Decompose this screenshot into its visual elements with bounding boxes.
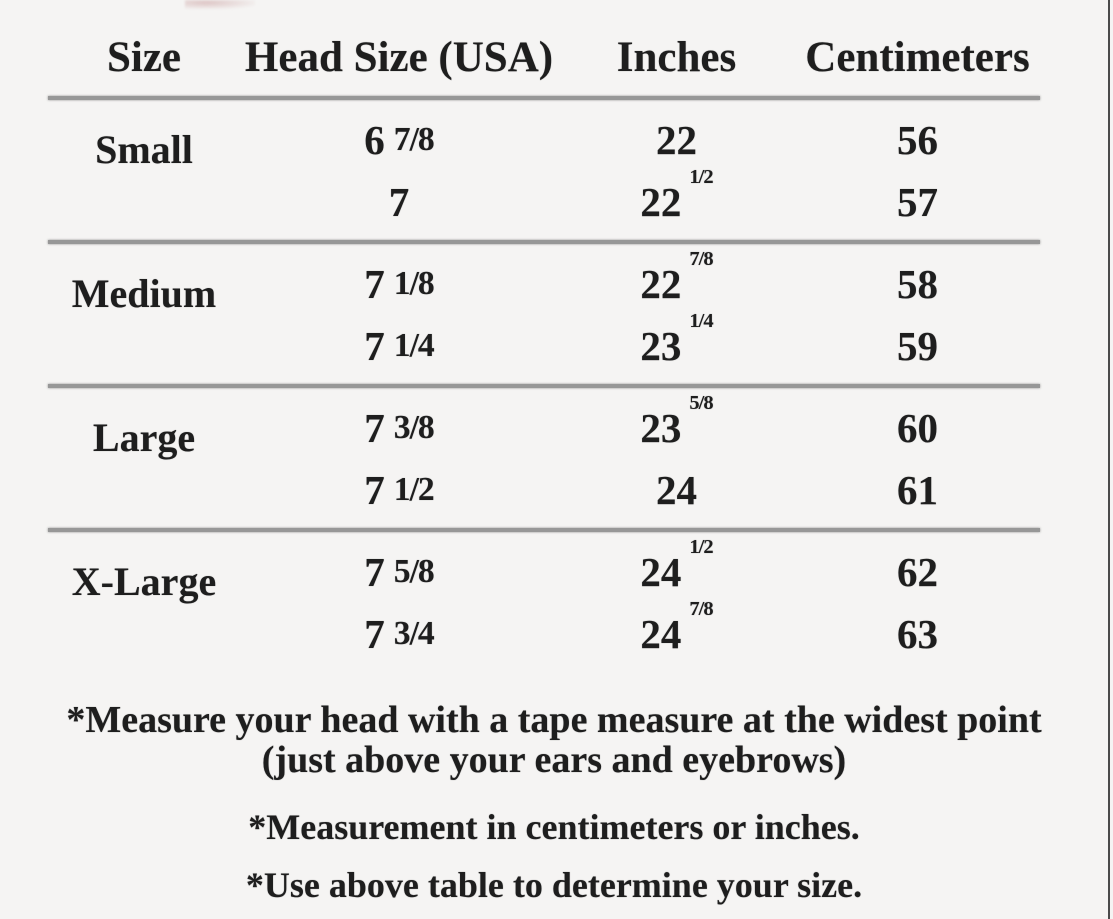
footnote-use-table: *Use above table to determine your size. [245,865,863,905]
size-group-medium [48,244,1040,384]
col-header-inches: Inches [616,33,737,81]
size-group-label: X-Large [71,558,217,604]
size-group-label: Small [95,126,193,172]
head-size-fraction: 1/8 [393,265,434,302]
head-size-fraction: 1/2 [393,471,434,508]
centimeters-cell: 58 [897,261,938,307]
inches-value: 23 [640,323,682,369]
centimeters-cell: 56 [897,117,938,163]
size-table [48,0,1040,672]
footnotes [0,700,1108,906]
inches-value: 24 [640,549,682,595]
footnote-measure-line2: (just above your ears and eyebrows) [261,739,847,781]
head-size-whole: 7 [364,405,385,451]
head-size-cell [240,109,558,171]
head-size-whole: 7 [364,261,385,307]
footnote-measure [0,700,1108,780]
head-size-whole: 7 [364,611,385,657]
centimeters-cell: 63 [897,611,938,657]
inches-cell: 22 7/8 [640,248,713,307]
size-group-label: Medium [71,270,217,316]
centimeters-cell: 62 [897,549,938,595]
inches-cell: 23 5/8 [640,392,713,451]
size-group-xlarge [48,532,1040,672]
centimeters-cell: 61 [897,467,938,513]
centimeters-cell: 59 [897,323,938,369]
centimeters-cell: 57 [897,179,938,225]
head-size-cell [240,171,558,233]
inches-cell: 23 1/4 [640,310,713,369]
inches-cell: 24 7/8 [640,598,713,657]
size-group-label: Large [92,414,196,460]
head-size-fraction: 7/8 [393,121,434,158]
inches-value: 22 [640,179,682,225]
inches-value: 22 [656,117,697,163]
head-size-cell [240,397,558,459]
head-size-fraction: 1/4 [393,327,434,364]
col-header-head-size: Head Size (USA) [244,33,554,81]
right-edge-line [1108,0,1110,919]
inches-value: 24 [656,467,697,513]
head-size-whole: 7 [388,179,410,225]
inches-cell [558,109,795,171]
head-size-cell [240,603,558,665]
inches-value: 24 [640,611,682,657]
head-size-fraction: 3/4 [393,615,434,652]
col-header-centimeters: Centimeters [805,33,1030,81]
head-size-cell [240,315,558,377]
head-size-whole: 7 [364,323,385,369]
inches-cell: 24 1/2 [640,536,713,595]
inches-cell [558,459,795,521]
inches-value: 23 [640,405,682,451]
head-size-fraction: 3/8 [393,409,434,446]
head-size-fraction: 5/8 [393,553,434,590]
head-size-whole: 7 [364,549,385,595]
inches-value: 22 [640,261,682,307]
head-size-cell [240,541,558,603]
head-size-whole: 6 [364,117,385,163]
footnote-units: *Measurement in centimeters or inches. [248,807,860,847]
head-size-cell [240,253,558,315]
footnote-measure-line1: *Measure your head with a tape measure at the widest point [66,699,1042,741]
centimeters-cell: 60 [897,405,938,451]
table-header [48,0,1040,96]
inches-cell: 22 1/2 [640,166,713,225]
head-size-cell [240,459,558,521]
col-header-size: Size [106,33,182,81]
size-group-small [48,100,1040,240]
head-size-whole: 7 [364,467,385,513]
size-group-large [48,388,1040,528]
